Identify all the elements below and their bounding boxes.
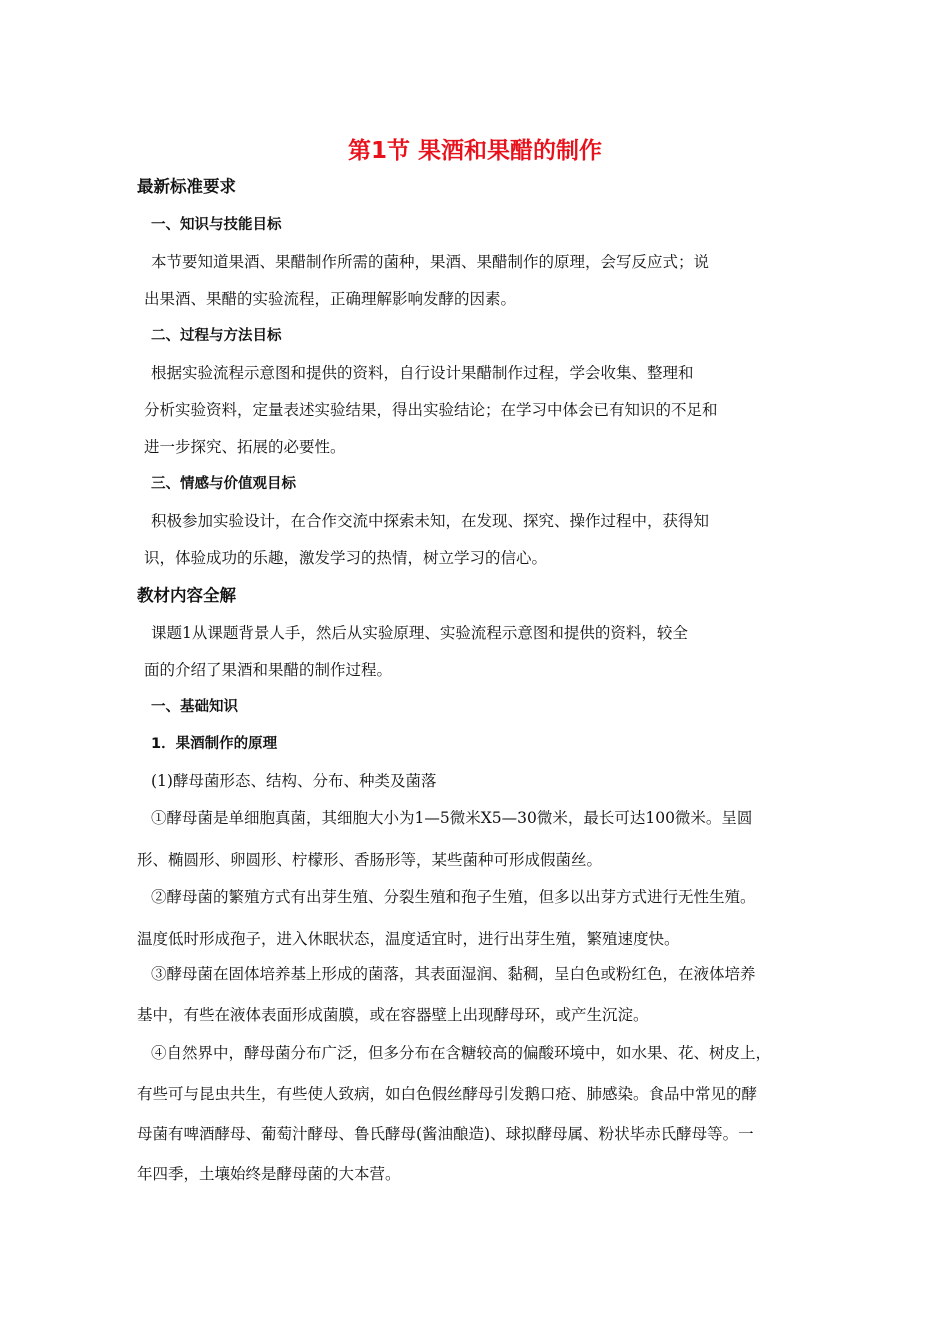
paragraph-line: 形、椭圆形、卵圆形、柠檬形、香肠形等，某些菌种可形成假菌丝。 xyxy=(137,851,603,869)
subheading-emotion-values: 三、情感与价值观目标 xyxy=(151,476,296,492)
paragraph-line: ③酵母菌在固体培养基上形成的菌落，其表面湿润、黏稠，呈白色或粉红色，在液体培养 xyxy=(151,965,756,983)
section-heading-standards: 最新标准要求 xyxy=(137,177,236,196)
paragraph-line: 母菌有啤酒酵母、葡萄汁酵母、鲁氏酵母(酱油酿造)、球拟酵母属、粉状毕赤氏酵母等。一 xyxy=(137,1125,754,1143)
paragraph-line: 分析实验资料，定量表述实验结果，得出实验结论；在学习中体会已有知识的不足和 xyxy=(144,401,718,419)
paragraph-line: 基中，有些在液体表面形成菌膜，或在容器壁上出现酵母环，或产生沉淀。 xyxy=(137,1006,649,1024)
paragraph-line: 根据实验流程示意图和提供的资料，自行设计果醋制作过程，学会收集、整理和 xyxy=(151,364,694,382)
section-heading-content: 教材内容全解 xyxy=(137,586,236,605)
paragraph-line: 积极参加实验设计，在合作交流中探索未知，在发现、探究、操作过程中，获得知 xyxy=(151,512,710,530)
subheading-process-methods: 二、过程与方法目标 xyxy=(151,328,282,344)
subheading-basic-knowledge: 一、基础知识 xyxy=(151,699,238,715)
item-heading: (1)酵母菌形态、结构、分布、种类及菌落 xyxy=(151,772,437,790)
paragraph-line: ②酵母菌的繁殖方式有出芽生殖、分裂生殖和孢子生殖，但多以出芽方式进行无性生殖。 xyxy=(151,888,756,906)
paragraph-line: 课题1从课题背景人手，然后从实验原理、实验流程示意图和提供的资料，较全 xyxy=(151,624,688,642)
paragraph-line: ④自然界中，酵母菌分布广泛，但多分布在含糖较高的偏酸环境中，如水果、花、树皮上， xyxy=(151,1044,772,1062)
paragraph-line: 出果酒、果醋的实验流程，正确理解影响发酵的因素。 xyxy=(144,290,517,308)
paragraph-line: 本节要知道果酒、果醋制作所需的菌种，果酒、果醋制作的原理，会写反应式；说 xyxy=(151,253,710,271)
paragraph-line: 面的介绍了果酒和果醋的制作过程。 xyxy=(144,661,393,679)
paragraph-line: 进一步探究、拓展的必要性。 xyxy=(144,438,346,456)
paragraph-line: 有些可与昆虫共生，有些使人致病，如白色假丝酵母引发鹅口疮、肺感染。食品中常见的酵 xyxy=(137,1085,758,1103)
subheading-wine-principle: 1．果酒制作的原理 xyxy=(151,736,278,752)
paragraph-line: 年四季，土壤始终是酵母菌的大本营。 xyxy=(137,1165,401,1183)
subheading-knowledge-skills: 一、知识与技能目标 xyxy=(151,217,282,233)
paragraph-line: ①酵母菌是单细胞真菌，其细胞大小为1—5微米X5—30微米，最长可达100微米。呈圆 xyxy=(151,809,753,827)
paragraph-line: 温度低时形成孢子，进入休眠状态，温度适宜时，进行出芽生殖，繁殖速度快。 xyxy=(137,930,680,948)
page-title: 第1节 果酒和果醋的制作 xyxy=(347,138,602,164)
paragraph-line: 识，体验成功的乐趣，激发学习的热情，树立学习的信心。 xyxy=(144,549,548,567)
